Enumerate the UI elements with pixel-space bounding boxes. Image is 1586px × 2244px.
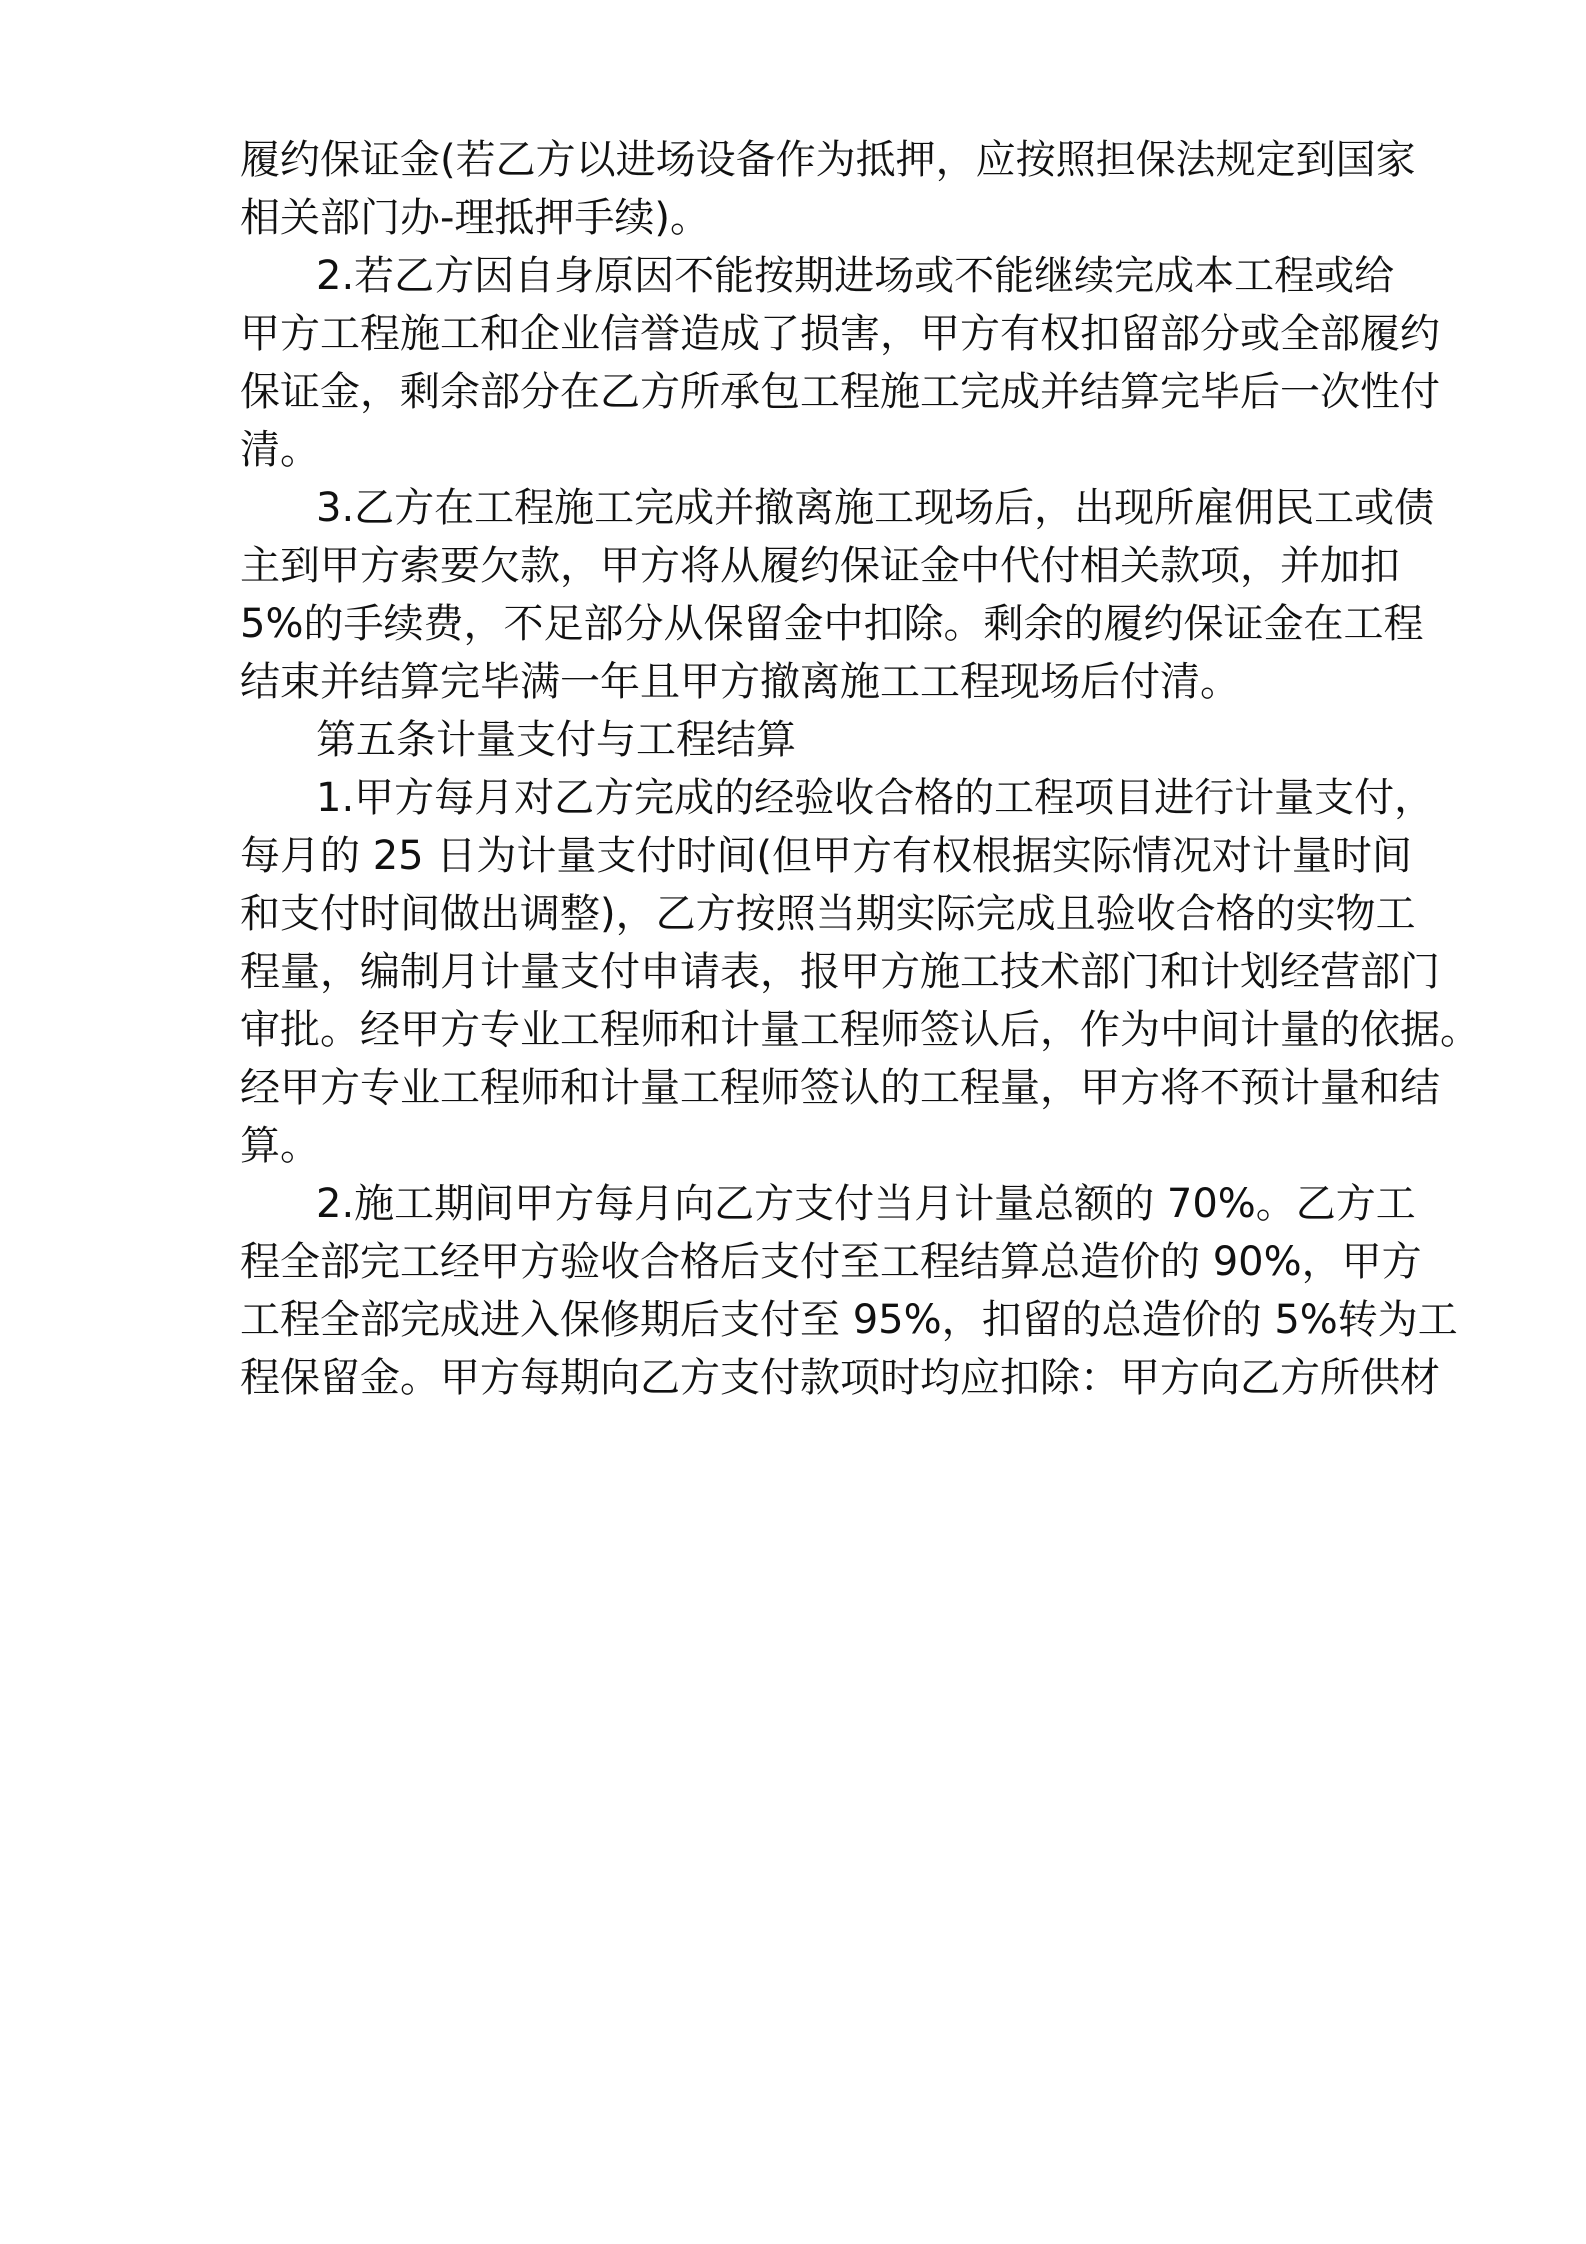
text-line-10: 结束并结算完毕满一年且甲方撤离施工工程现场后付清。 bbox=[240, 659, 1240, 705]
text-line-6: 清。 bbox=[240, 427, 320, 473]
text-line-5: 保证金，剩余部分在乙方所承包工程施工完成并结算完毕后一次性付 bbox=[240, 369, 1440, 415]
text-line-4: 甲方工程施工和企业信誉造成了损害，甲方有权扣留部分或全部履约 bbox=[240, 311, 1440, 357]
text-line-12: 1.甲方每月对乙方完成的经验收合格的工程项目进行计量支付， bbox=[316, 775, 1435, 821]
text-line-1: 履约保证金(若乙方以进场设备作为抵押，应按照担保法规定到国家 bbox=[240, 137, 1416, 183]
text-line-15: 程量，编制月计量支付申请表，报甲方施工技术部门和计划经营部门 bbox=[240, 949, 1440, 995]
text-line-14: 和支付时间做出调整)，乙方按照当期实际完成且验收合格的实物工 bbox=[240, 891, 1416, 937]
text-line-16: 审批。经甲方专业工程师和计量工程师签认后，作为中间计量的依据。 bbox=[240, 1007, 1480, 1053]
text-line-8: 主到甲方索要欠款，甲方将从履约保证金中代付相关款项，并加扣 bbox=[240, 543, 1400, 589]
text-line-2: 相关部门办-理抵押手续)。 bbox=[240, 195, 711, 241]
section-heading: 第五条计量支付与工程结算 bbox=[316, 717, 796, 763]
text-line-19: 2.施工期间甲方每月向乙方支付当月计量总额的 70%。乙方工 bbox=[316, 1181, 1416, 1227]
text-line-13: 每月的 25 日为计量支付时间(但甲方有权根据实际情况对计量时间 bbox=[240, 833, 1412, 879]
text-line-21: 工程全部完成进入保修期后支付至 95%，扣留的总造价的 5%转为工 bbox=[240, 1297, 1458, 1343]
text-line-17: 经甲方专业工程师和计量工程师签认的工程量，甲方将不预计量和结 bbox=[240, 1065, 1440, 1111]
text-line-20: 程全部完工经甲方验收合格后支付至工程结算总造价的 90%，甲方 bbox=[240, 1239, 1422, 1285]
document-page bbox=[240, 0, 1480, 2244]
text-line-9: 5%的手续费，不足部分从保留金中扣除。剩余的履约保证金在工程 bbox=[240, 601, 1424, 647]
text-line-3: 2.若乙方因自身原因不能按期进场或不能继续完成本工程或给 bbox=[316, 253, 1395, 299]
text-line-18: 算。 bbox=[240, 1123, 320, 1169]
text-line-22: 程保留金。甲方每期向乙方支付款项时均应扣除：甲方向乙方所供材 bbox=[240, 1355, 1440, 1401]
text-line-7: 3.乙方在工程施工完成并撤离施工现场后，出现所雇佣民工或债 bbox=[316, 485, 1435, 531]
